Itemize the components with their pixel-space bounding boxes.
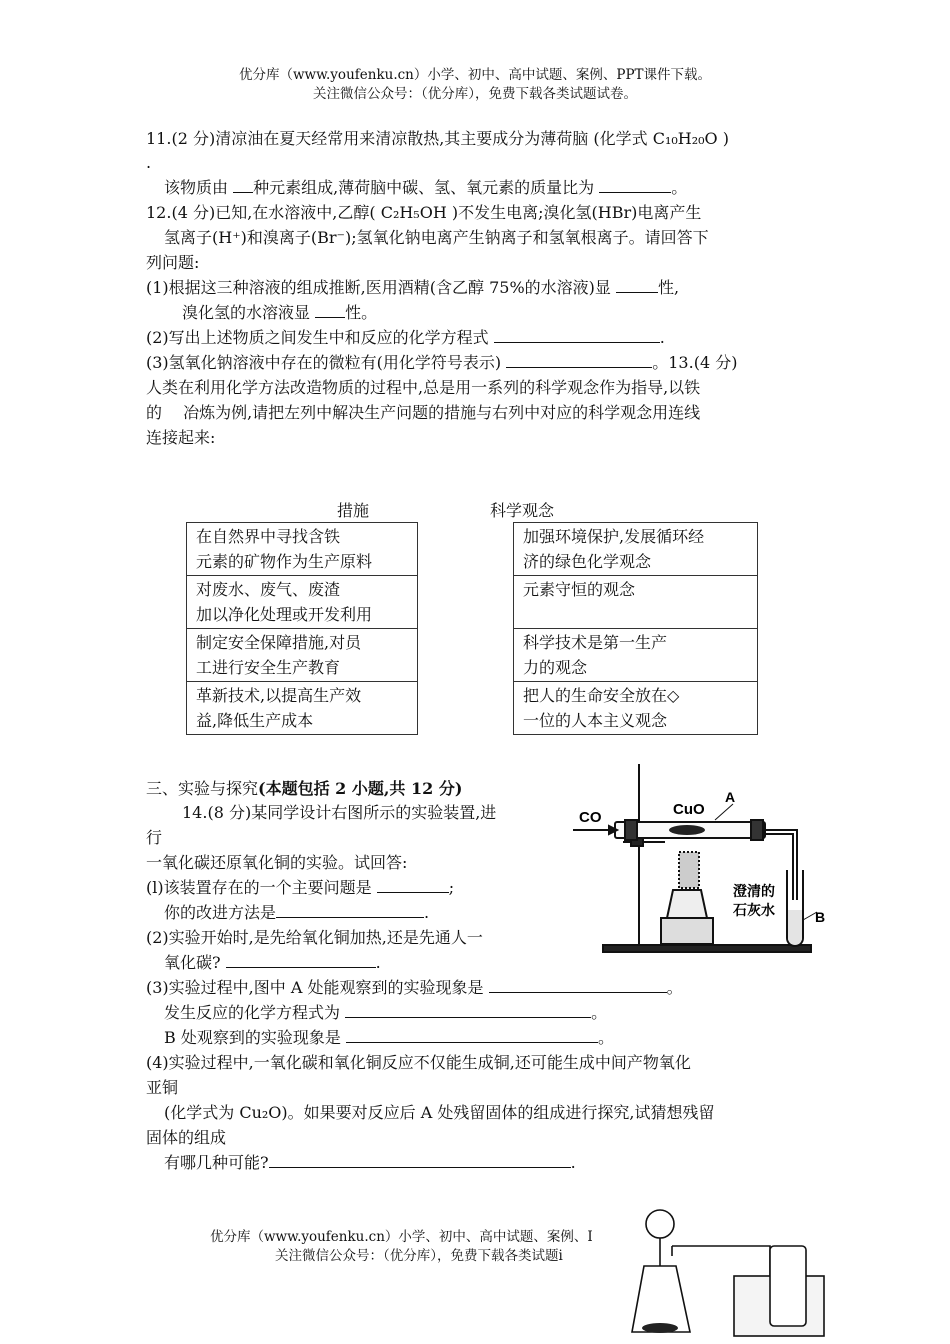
q14-p4e-text: 有哪几种可能? <box>164 1153 269 1172</box>
q14-blank-7[interactable] <box>269 1151 571 1168</box>
section-3-label: 三、实验与探究 <box>146 779 259 798</box>
co-reduction-apparatus <box>565 760 830 965</box>
q14-blank-1[interactable] <box>377 876 449 893</box>
q14-part-3c <box>146 1025 829 1050</box>
q14-p3c-suffix: 。 <box>597 1028 614 1047</box>
label-cuo: CuO <box>673 801 705 818</box>
label-co: CO <box>579 809 602 826</box>
solid-reactant <box>642 1323 678 1333</box>
q12-blank-2[interactable] <box>315 301 345 318</box>
q14-part-4c: (化学式为 Cu₂O)。如果要对反应后 A 处残留固体的组成进行探究,试猜想残留 <box>164 1103 715 1122</box>
q13-line-3: 连接起来: <box>146 428 216 447</box>
q12-p3-suffix: 。13.(4 分) <box>652 353 738 372</box>
q12-line-2: 氢离子(H⁺)和溴离子(Br⁻);氢氧化钠电离产生钠离子和氢氧根离子。请回答下 <box>164 228 709 247</box>
q12-part-1 <box>146 275 811 300</box>
label-b: B <box>815 909 826 925</box>
q14-blank-3[interactable] <box>226 951 376 968</box>
measure-text: 革新技术,以提高生产效 <box>196 686 362 705</box>
q12-line-1: 12.(4 分)已知,在水溶液中,乙醇( C₂H₅OH )不发生电离;溴化氢(HBr)电离产生 <box>146 203 702 222</box>
matching-right-header: 科学观念 <box>490 501 555 520</box>
concept-text: 济的绿色化学观念 <box>523 552 652 571</box>
q11-line-1: 11.(2 分)清凉油在夏天经常用来清凉散热,其主要成分为薄荷脑 (化学式 C₁₀H₂₀O ) <box>146 129 729 148</box>
q14-p3-text: (3)实验过程中,图中 A 处能观察到的实验现象是 <box>146 978 489 997</box>
measure-cell[interactable] <box>187 682 418 735</box>
q14-blank-2[interactable] <box>276 901 424 918</box>
q14-p1b-suffix: . <box>424 903 430 922</box>
q12-p1-suffix: 性, <box>657 278 680 297</box>
label-lime-1: 澄清的 <box>733 884 775 900</box>
concept-text: 科学技术是第一生产 <box>523 633 668 652</box>
q14-p1-text: (l)该装置存在的一个主要问题是 <box>146 878 377 897</box>
connection-area[interactable] <box>418 523 514 735</box>
q11-blank-2[interactable] <box>599 176 671 193</box>
q12-p2-suffix: . <box>659 328 665 347</box>
section-3-title <box>146 776 462 799</box>
q11-line-3 <box>146 175 829 200</box>
label-lime-2: 石灰水 <box>733 903 775 919</box>
q11-text-b: 种元素组成,薄荷脑中碳、氢、氧元素的质量比为 <box>253 178 600 197</box>
q14-p3c-text: B 处观察到的实验现象是 <box>164 1028 346 1047</box>
q14-p4e-suffix: . <box>570 1153 576 1172</box>
q12-p2-text: (2)写出上述物质之间发生中和反应的化学方程式 <box>146 328 494 347</box>
measure-text: 制定安全保障措施,对员 <box>196 633 362 652</box>
concept-text: 力的观念 <box>523 658 588 677</box>
concept-cell[interactable] <box>514 682 758 735</box>
q14-line-1: 14.(8 分)某同学设计右图所示的实验装置,进 <box>182 803 497 822</box>
q12-line-3: 列问题: <box>146 253 200 272</box>
matching-table <box>186 522 758 735</box>
q11-text-c: 。 <box>671 178 688 197</box>
measure-text: 益,降低生产成本 <box>196 711 314 730</box>
q14-part-4b: 亚铜 <box>146 1078 179 1097</box>
q13-line-2: 的 冶炼为例,请把左列中解决生产问题的措施与右列中对应的科学观念用连线 <box>146 403 701 422</box>
q12-blank-4[interactable] <box>506 351 652 368</box>
q11-text-a: 该物质由 <box>164 178 234 197</box>
measure-text: 对废水、废气、废渣 <box>196 580 341 599</box>
concept-text: 元素守恒的观念 <box>523 580 636 599</box>
q14-line-2: 行 <box>146 828 163 847</box>
q14-p2b-suffix: . <box>375 953 381 972</box>
concept-cell[interactable] <box>514 523 758 576</box>
q14-blank-5[interactable] <box>345 1001 591 1018</box>
header-line-1: 优分库（www.youfenku.cn）小学、初中、高中试题、案例、PPT课件下载。 <box>238 67 712 83</box>
matching-row <box>187 523 758 576</box>
measure-cell[interactable] <box>187 629 418 682</box>
q14-part-4: (4)实验过程中,一氧化碳和氧化铜反应不仅能生成铜,还可能生成中间产物氧化 <box>146 1053 691 1072</box>
concept-cell[interactable] <box>514 629 758 682</box>
q12-blank-3[interactable] <box>494 326 660 343</box>
q14-part-4d: 固体的组成 <box>146 1128 227 1147</box>
measure-cell[interactable] <box>187 576 418 629</box>
footer-line-2: 关注微信公众号：（优分库），免费下载各类试题i <box>275 1248 563 1264</box>
q14-part-4e <box>146 1150 829 1175</box>
footer-line-1: 优分库（www.youfenku.cn）小学、初中、高中试题、案例、I <box>210 1229 593 1245</box>
q14-p3-suffix: 。 <box>666 978 683 997</box>
measure-text: 工进行安全生产教育 <box>196 658 341 677</box>
label-a: A <box>725 789 736 805</box>
matching-left-header: 措施 <box>337 501 370 520</box>
q12-part-2 <box>146 325 811 350</box>
q14-p1-suffix: ; <box>448 878 455 897</box>
q12-p1d-text: 性。 <box>345 303 378 322</box>
q14-line-3: 一氧化碳还原氧化铜的实验。试回答: <box>146 853 408 872</box>
q13-line-1: 人类在利用化学方法改造物质的过程中,总是用一系列的科学观念作为指导,以铁 <box>146 378 701 397</box>
q14-blank-6[interactable] <box>346 1026 598 1043</box>
measure-cell[interactable] <box>187 523 418 576</box>
q12-p1c-text: 溴化氢的水溶液显 <box>182 303 316 322</box>
section-3-scoring: (本题包括 2 小题,共 12 分) <box>258 779 463 798</box>
q14-part-3 <box>146 975 811 1000</box>
concept-cell[interactable] <box>514 576 758 629</box>
q12-p1-text: (1)根据这三种溶液的组成推断,医用酒精(含乙醇 75%的水溶液)显 <box>146 278 616 297</box>
q14-p1b-text: 你的改进方法是 <box>164 903 277 922</box>
header-line-2: 关注微信公众号：（优分库），免费下载各类试题试卷。 <box>313 86 637 102</box>
concept-text: 一位的人本主义观念 <box>523 711 668 730</box>
q11-blank-1[interactable] <box>233 176 253 193</box>
q12-part-1b <box>146 300 847 325</box>
q14-part-2: (2)实验开始时,是先给氧化铜加热,还是先通人一 <box>146 928 483 947</box>
measure-text: 在自然界中寻找含铁 <box>196 527 341 546</box>
cuo-powder <box>669 825 705 835</box>
q14-blank-4[interactable] <box>489 976 667 993</box>
q14-p3b-text: 发生反应的化学方程式为 <box>164 1003 346 1022</box>
q14-p2b-text: 氧化碳? <box>164 953 226 972</box>
q11-line-2: . <box>146 153 152 172</box>
measure-text: 加以净化处理或开发利用 <box>196 605 373 624</box>
concept-text: 把人的生命安全放在◇ <box>523 686 680 705</box>
q14-part-3b <box>146 1000 829 1025</box>
q12-part-3 <box>146 350 811 375</box>
measure-text: 元素的矿物作为生产原料 <box>196 552 373 571</box>
q14-p3b-suffix: 。 <box>591 1003 608 1022</box>
gas-generation-apparatus <box>630 1206 830 1340</box>
q12-p3-text: (3)氢氧化钠溶液中存在的微粒有(用化学符号表示) <box>146 353 507 372</box>
concept-text: 加强环境保护,发展循环经 <box>523 527 705 546</box>
q12-blank-1[interactable] <box>616 276 658 293</box>
